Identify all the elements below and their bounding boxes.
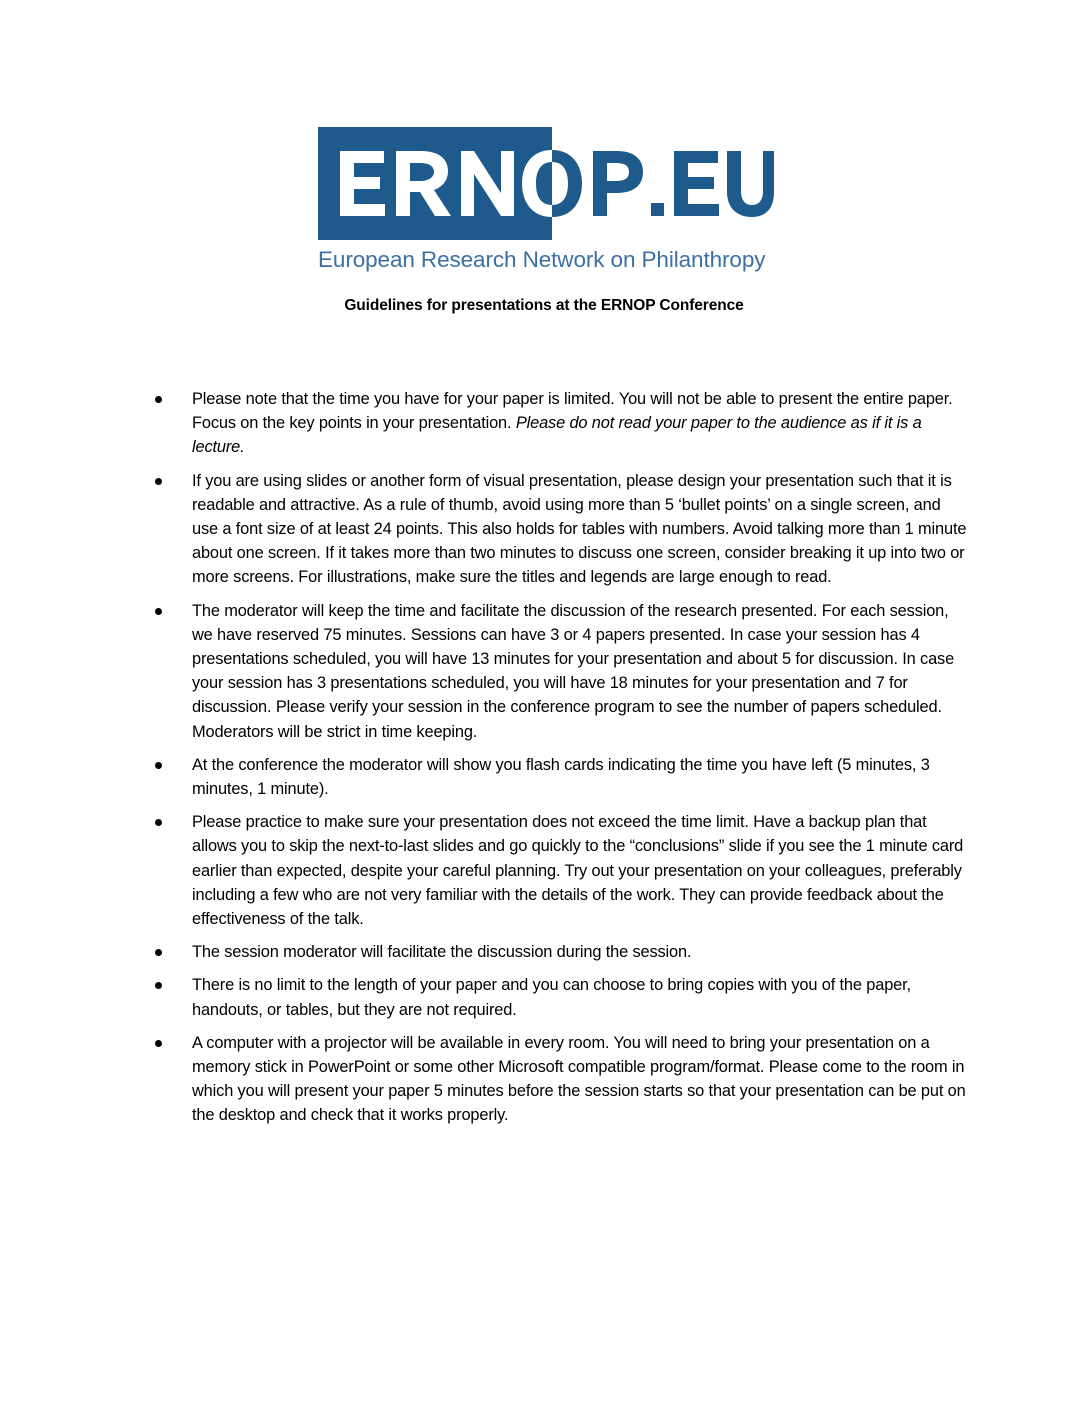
bullet-icon: [155, 982, 162, 989]
list-item: [155, 599, 970, 744]
bullet-icon: [155, 1040, 162, 1047]
bullet-icon: [155, 819, 162, 826]
list-item-text: There is no limit to the length of your paper and you can choose to bring copies with you of the paper, handouts, or tables, but they are not required.: [192, 976, 911, 1019]
ernop-wordmark-logo: [318, 127, 774, 242]
list-item: [155, 973, 970, 1021]
list-item-text: At the conference the moderator will show you flash cards indicating the time you have left (5 minutes, 3 minutes, 1 minute).: [192, 755, 930, 799]
list-item: [155, 753, 970, 801]
ernop-logo: [318, 127, 774, 277]
bullet-icon: [155, 478, 162, 485]
guidelines-list: [155, 387, 970, 1137]
bullet-icon: [155, 762, 162, 769]
list-item: [155, 1031, 970, 1128]
list-item-text: If you are using slides or another form of visual presentation, please design your presentation such that it is readable and attractive. As a rule of thumb, avoid using more than 5 ‘bullet points’ on a single screen, and use a font size of at least 24 points. This also holds for tables with numbers. Avoid talking more than 1 minute about one screen. If it takes more than two minutes to discuss one screen, consider breaking it up into two or more screens. For illustrations, make sure the titles and legends are large enough to read.: [192, 471, 967, 587]
list-item-text: A computer with a projector will be available in every room. You will need to bring your presentation on a memory stick in PowerPoint or some other Microsoft compatible program/format. Please come to the room in which you will present your paper 5 minutes before the session starts so that your presentation can be put on the desktop and check that it works properly.: [192, 1033, 966, 1125]
bullet-icon: [155, 396, 162, 403]
list-item: [155, 940, 970, 964]
bullet-icon: [155, 949, 162, 956]
list-item-italic-text: Please do not read your paper to the audience as if it is a lecture.: [192, 414, 922, 457]
logo-tagline: European Research Network on Philanthropy: [318, 247, 766, 272]
list-item: [155, 469, 970, 590]
list-item: [155, 387, 970, 460]
list-item: [155, 810, 970, 931]
list-item-text: Please practice to make sure your presentation does not exceed the time limit. Have a backup plan that allows you to skip the next-to-last slides and go quickly to the “conclusions” slide if you see the 1 minute card earlier than expected, despite your careful planning. Try out your presentation on your colleagues, preferably including a few who are not very familiar with the details of the work. They can provide feedback about the effectiveness of the talk.: [192, 813, 964, 929]
list-item-text: The moderator will keep the time and facilitate the discussion of the research presented. For each session, we have reserved 75 minutes. Sessions can have 3 or 4 papers presented. In case your session has 4 presentations scheduled, you will have 13 minutes for your presentation and about 5 for discussion. In case your session has 3 presentations scheduled, you will have 18 minutes for your presentation and 7 for discussion. Please verify your session in the conference program to see the number of papers scheduled. Moderators will be strict in time keeping.: [192, 601, 955, 741]
bullet-icon: [155, 608, 162, 615]
list-item-text: Please note that the time you have for your paper is limited. You will not be able to present the entire paper. Focus on the key points in your presentation.: [192, 390, 953, 433]
list-item-text: The session moderator will facilitate the discussion during the session.: [192, 943, 692, 962]
document-heading: Guidelines for presentations at the ERNOP Conference: [344, 297, 744, 314]
